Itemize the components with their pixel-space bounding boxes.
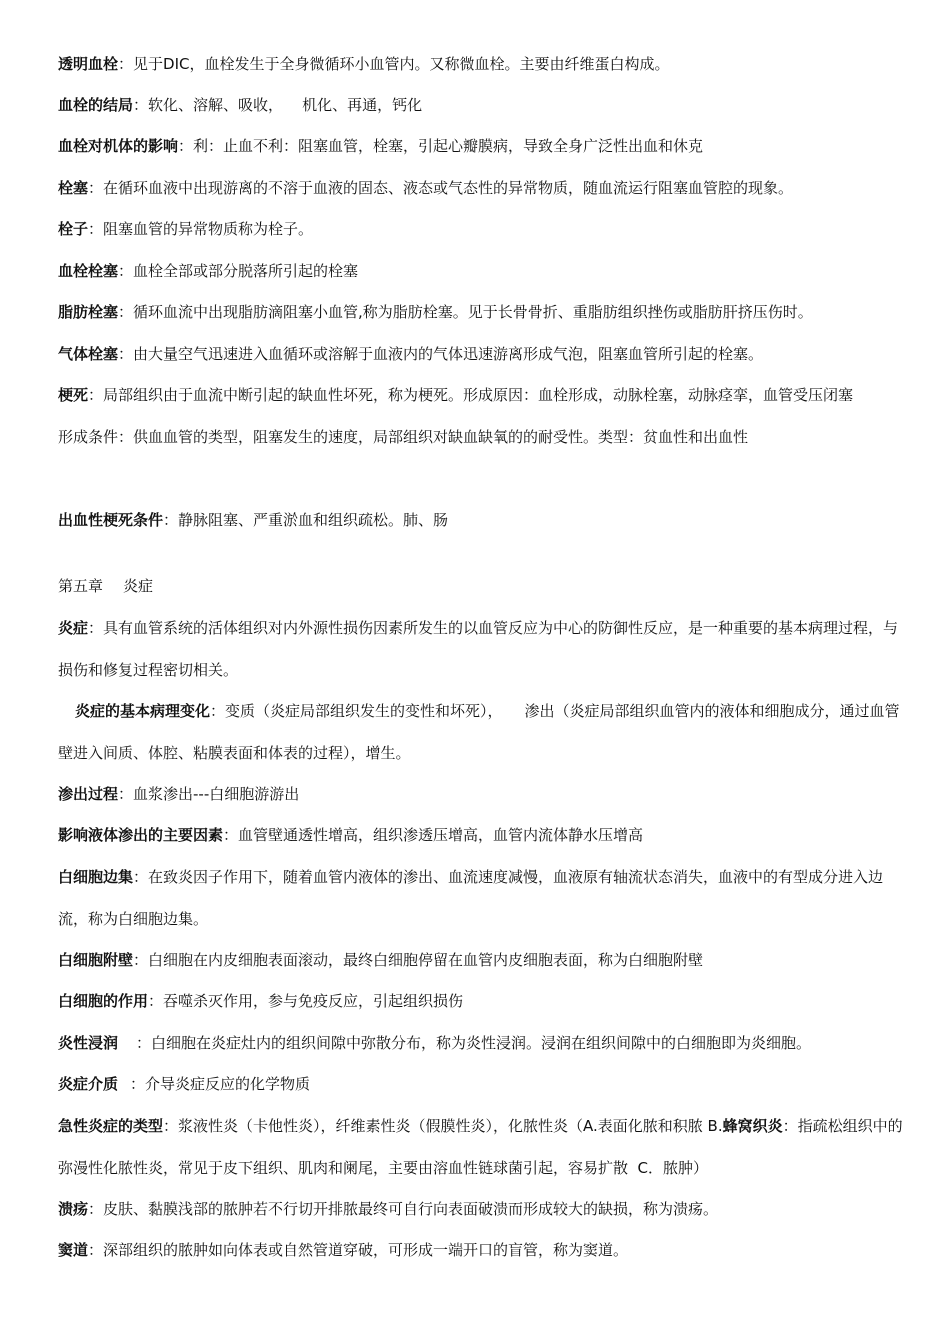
entry-fat-embolism [58, 292, 903, 334]
entry-text: ：变质（炎症局部组织发生的变性和坏死）， [210, 702, 503, 720]
entry-text: ：白细胞在炎症灶内的组织间隙中弥散分布，称为炎性浸润。浸润在组织间隙中的白细胞即为炎细胞。 [136, 1034, 812, 1052]
term-label: 炎性浸润 [58, 1034, 119, 1052]
entry-exudation-factors [58, 815, 903, 857]
entry-thrombus-outcome [58, 85, 903, 127]
entry-embolism [58, 168, 903, 210]
entry-text: ：深部组织的脓肿如向体表或自然管道穿破，可形成一端开口的盲管，称为窦道。 [88, 1241, 629, 1259]
entry-text: ：在循环血液中出现游离的不溶于血液的固态、液态或气态性的异常物质，随血流运行阻塞血管腔的现象。 [88, 179, 794, 197]
entry-thromboembolism [58, 251, 903, 293]
term-label: 影响液体渗出的主要因素 [58, 826, 224, 844]
entry-text-continued: 渗出（炎症局部组织血管内的液体和细胞成分，通过血管壁进入间质、体腔、粘膜表面和体表的过程），增生。 [58, 702, 900, 762]
entry-text: ：浆液性炎（卡他性炎），纤维素性炎（假膜性炎），化脓性炎（A.表面化脓和积脓 B. [163, 1117, 723, 1135]
chapter-heading [58, 566, 903, 608]
entry-text-continued: ：指疏松组织中的弥漫性化脓性炎，常见于皮下组织、肌肉和阑尾，主要由溶血性链球菌引起，容易扩散 C．脓肿） [58, 1117, 903, 1177]
entry-embolus [58, 209, 903, 251]
entry-text: ：软化、溶解、吸收， 机化、再通，钙化 [133, 96, 423, 114]
term-label: 溃疡 [58, 1200, 89, 1218]
entry-hemorrhagic-infarction [58, 500, 903, 542]
chapter-title: 炎症 [123, 577, 154, 595]
term-label: 炎症介质 [58, 1075, 119, 1093]
term-label: 渗出过程 [58, 785, 119, 803]
term-label: 血栓对机体的影响 [58, 137, 179, 155]
entry-text: ：介导炎症反应的化学物质 [130, 1075, 311, 1093]
term-label: 血栓的结局 [58, 96, 134, 114]
entry-text: ：吞噬杀灭作用，参与免疫反应，引起组织损伤 [148, 992, 464, 1010]
term-label: 白细胞边集 [58, 868, 134, 886]
entry-text: ：皮肤、黏膜浅部的脓肿若不行切开排脓最终可自行向表面破溃而形成较大的缺损，称为溃疡。 [88, 1200, 719, 1218]
entry-text-continued: 形成条件：供血血管的类型，阻塞发生的速度，局部组织对缺血缺氧的的耐受性。类型：贫血性和出血性 [58, 427, 749, 446]
entry-transparent-thrombus [58, 44, 903, 86]
term-label: 白细胞附壁 [58, 951, 134, 969]
term-label: 栓子 [58, 220, 89, 238]
entry-inflammatory-mediator [58, 1064, 903, 1106]
entry-text: ：利：止血不利：阻塞血管，栓塞，引起心瓣膜病，导致全身广泛性出血和休克 [178, 137, 704, 155]
entry-text: ：血浆渗出---白细胞游游出 [118, 785, 300, 803]
entry-thrombus-effect [58, 126, 903, 168]
entry-text: ：血栓全部或部分脱落所引起的栓塞 [118, 262, 359, 280]
term-label: 炎症的基本病理变化 [75, 702, 211, 720]
term-label: 栓塞 [58, 179, 89, 197]
entry-text: ：具有血管系统的活体组织对内外源性损伤因素所发生的以血管反应为中心的防御性反应，是一种重要的基本病理过程，与损伤和修复过程密切相关。 [58, 619, 899, 679]
entry-text: ：阻塞血管的异常物质称为栓子。 [88, 220, 314, 238]
term-label: 急性炎症的类型 [58, 1117, 164, 1135]
term-label: 白细胞的作用 [58, 992, 149, 1010]
entry-text: ：在致炎因子作用下，随着血管内液体的渗出、血流速度减慢，血液原有轴流状态消失，血液中的有型成分进入边流，称为白细胞边集。 [58, 868, 884, 928]
entry-inflammation-basic-changes [58, 691, 903, 774]
term-label: 窦道 [58, 1241, 89, 1259]
chapter-number: 第五章 [58, 577, 104, 595]
entry-infarction [58, 375, 903, 458]
term-label: 透明血栓 [58, 55, 119, 73]
entry-inflammatory-infiltration [58, 1023, 903, 1065]
term-label: 出血性梗死条件 [58, 511, 164, 529]
entry-leukocyte-margination [58, 857, 903, 940]
entry-text: ：血管壁通透性增高，组织渗透压增高，血管内流体静水压增高 [223, 826, 644, 844]
term-label: 气体栓塞 [58, 345, 119, 363]
entry-text: ：白细胞在内皮细胞表面滚动，最终白细胞停留在血管内皮细胞表面，称为白细胞附壁 [133, 951, 704, 969]
entry-exudation-process [58, 774, 903, 816]
entry-inflammation [58, 608, 903, 691]
entry-acute-inflammation-types [58, 1106, 903, 1189]
entry-gas-embolism [58, 334, 903, 376]
entry-text: ：由大量空气迅速进入血循环或溶解于血液内的气体迅速游离形成气泡，阻塞血管所引起的栓塞。 [118, 345, 764, 363]
term-label: 梗死 [58, 386, 89, 404]
entry-leukocyte-adhesion [58, 940, 903, 982]
entry-ulcer [58, 1189, 903, 1231]
entry-text: ：局部组织由于血流中断引起的缺血性坏死，称为梗死。形成原因：血栓形成，动脉栓塞，动脉痉挛，血管受压闭塞 [88, 386, 854, 404]
entry-leukocyte-function [58, 981, 903, 1023]
term-label: 炎症 [58, 619, 89, 637]
entry-sinus-tract [58, 1230, 903, 1272]
entry-text: ：见于DIC，血栓发生于全身微循环小血管内。又称微血栓。主要由纤维蛋白构成。 [118, 55, 670, 73]
entry-text: ：循环血流中出现脂肪滴阻塞小血管,称为脂肪栓塞。见于长骨骨折、重脂肪组织挫伤或脂肪肝挤压伤时。 [118, 303, 813, 321]
term-label-cellulitis: 蜂窝织炎 [722, 1117, 783, 1135]
term-label: 血栓栓塞 [58, 262, 119, 280]
entry-text: ：静脉阻塞、严重淤血和组织疏松。肺、肠 [163, 511, 449, 529]
term-label: 脂肪栓塞 [58, 303, 119, 321]
